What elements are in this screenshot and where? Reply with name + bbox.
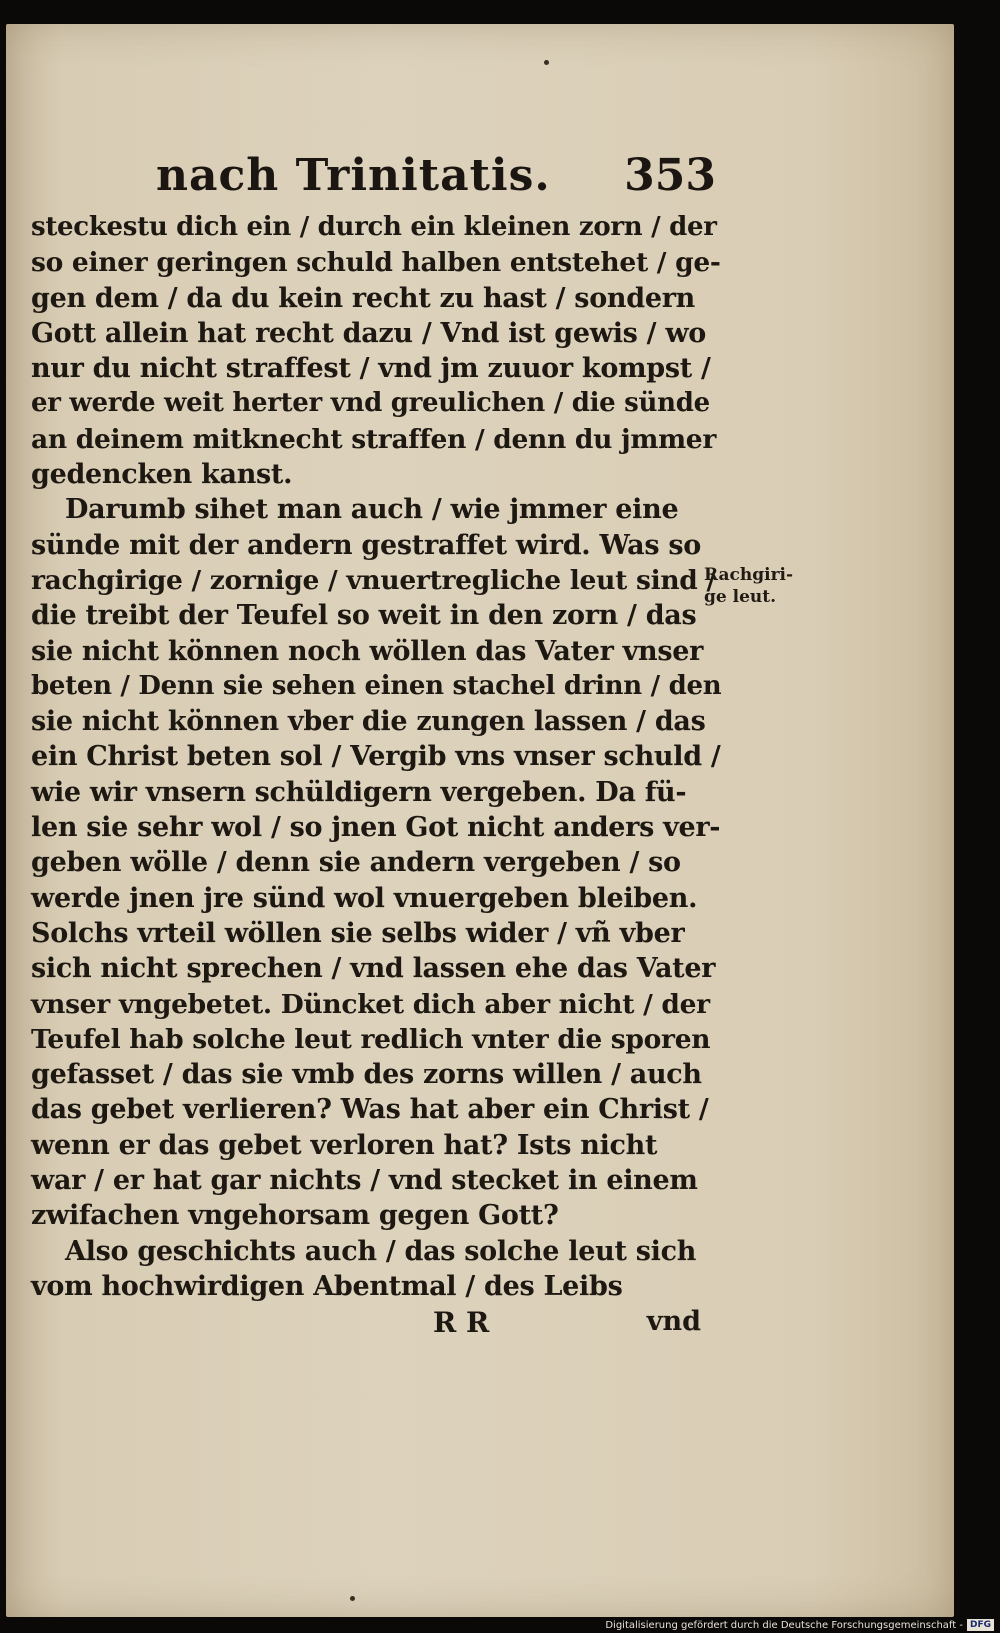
text-line: nur du nicht straffest / vnd jm zuuor kompst / bbox=[31, 353, 711, 385]
text-line: das gebet verlieren? Was hat aber ein Christ / bbox=[31, 1094, 709, 1126]
page-number: 353 bbox=[624, 150, 716, 201]
text-line: sie nicht können vber die zungen lassen / das bbox=[31, 706, 706, 738]
text-line: sünde mit der andern gestraffet wird. Was so bbox=[31, 529, 701, 561]
book-page bbox=[6, 24, 954, 1617]
text-line: vom hochwirdigen Abentmal / des Leibs bbox=[31, 1270, 623, 1302]
text-line: gen dem / da du kein recht zu hast / sondern bbox=[31, 282, 695, 314]
text-line: ein Christ beten sol / Vergib vns vnser schuld / bbox=[31, 741, 721, 773]
text-line: wenn er das gebet verloren hat? Ists nicht bbox=[31, 1129, 658, 1161]
text-line: so einer geringen schuld halben entstehet / ge- bbox=[31, 247, 721, 279]
text-line: Solchs vrteil wöllen sie selbs wider / vñ vber bbox=[31, 917, 685, 949]
text-line: werde jnen jre sünd wol vnuergeben bleiben. bbox=[31, 882, 698, 914]
marginal-note-line: Rachgiri- bbox=[704, 565, 794, 585]
text-line: Gott allein hat recht dazu / Vnd ist gewis / wo bbox=[31, 317, 706, 349]
text-line: wie wir vnsern schüldigern vergeben. Da fü- bbox=[31, 776, 687, 808]
text-line: steckestu dich ein / durch ein kleinen zorn / der bbox=[31, 212, 717, 242]
credit-text: Digitalisierung gefördert durch die Deutsche Forschungsgemeinschaft - bbox=[605, 1619, 963, 1631]
text-line: sie nicht können noch wöllen das Vater vnser bbox=[31, 635, 704, 667]
page-header bbox=[156, 150, 716, 208]
dfg-logo: DFG bbox=[967, 1619, 994, 1631]
text-line: Also geschichts auch / das solche leut sich bbox=[65, 1235, 697, 1267]
text-line: gefasset / das sie vmb des zorns willen / auch bbox=[31, 1059, 702, 1091]
marginal-note bbox=[704, 564, 834, 608]
marginal-note-line: ge leut. bbox=[704, 587, 777, 607]
body-text bbox=[31, 210, 721, 1304]
text-line: geben wölle / denn sie andern vergeben / so bbox=[31, 847, 681, 879]
text-line: die treibt der Teufel so weit in den zorn / das bbox=[31, 600, 697, 632]
text-line: beten / Denn sie sehen einen stachel drinn / den bbox=[31, 670, 722, 701]
text-line: Darumb sihet man auch / wie jmmer eine bbox=[65, 494, 679, 526]
text-line: Teufel hab solche leut redlich vnter die sporen bbox=[31, 1023, 711, 1055]
catchword: vnd bbox=[646, 1306, 701, 1337]
digitization-credit bbox=[605, 1619, 994, 1631]
text-line: an deinem mitknecht straffen / denn du jmmer bbox=[31, 423, 717, 455]
text-line: gedencken kanst. bbox=[31, 459, 293, 491]
text-line: er werde weit herter vnd greulichen / die sünde bbox=[31, 388, 710, 419]
text-line: vnser vngebetet. Düncket dich aber nicht / der bbox=[31, 988, 710, 1020]
text-line: sich nicht sprechen / vnd lassen ehe das Vater bbox=[31, 953, 716, 985]
text-line: rachgirige / zornige / vnuertregliche leut sind / bbox=[31, 564, 716, 596]
running-title: nach Trinitatis. bbox=[156, 150, 551, 201]
text-line: len sie sehr wol / so jnen Got nicht anders ver- bbox=[31, 812, 721, 844]
signature-mark: R R bbox=[433, 1306, 490, 1339]
paper-speck bbox=[544, 60, 549, 65]
paper-speck bbox=[350, 1596, 355, 1601]
page-footer bbox=[31, 1306, 701, 1346]
text-line: zwifachen vngehorsam gegen Gott? bbox=[31, 1200, 559, 1232]
text-line: war / er hat gar nichts / vnd stecket in einem bbox=[31, 1165, 698, 1197]
